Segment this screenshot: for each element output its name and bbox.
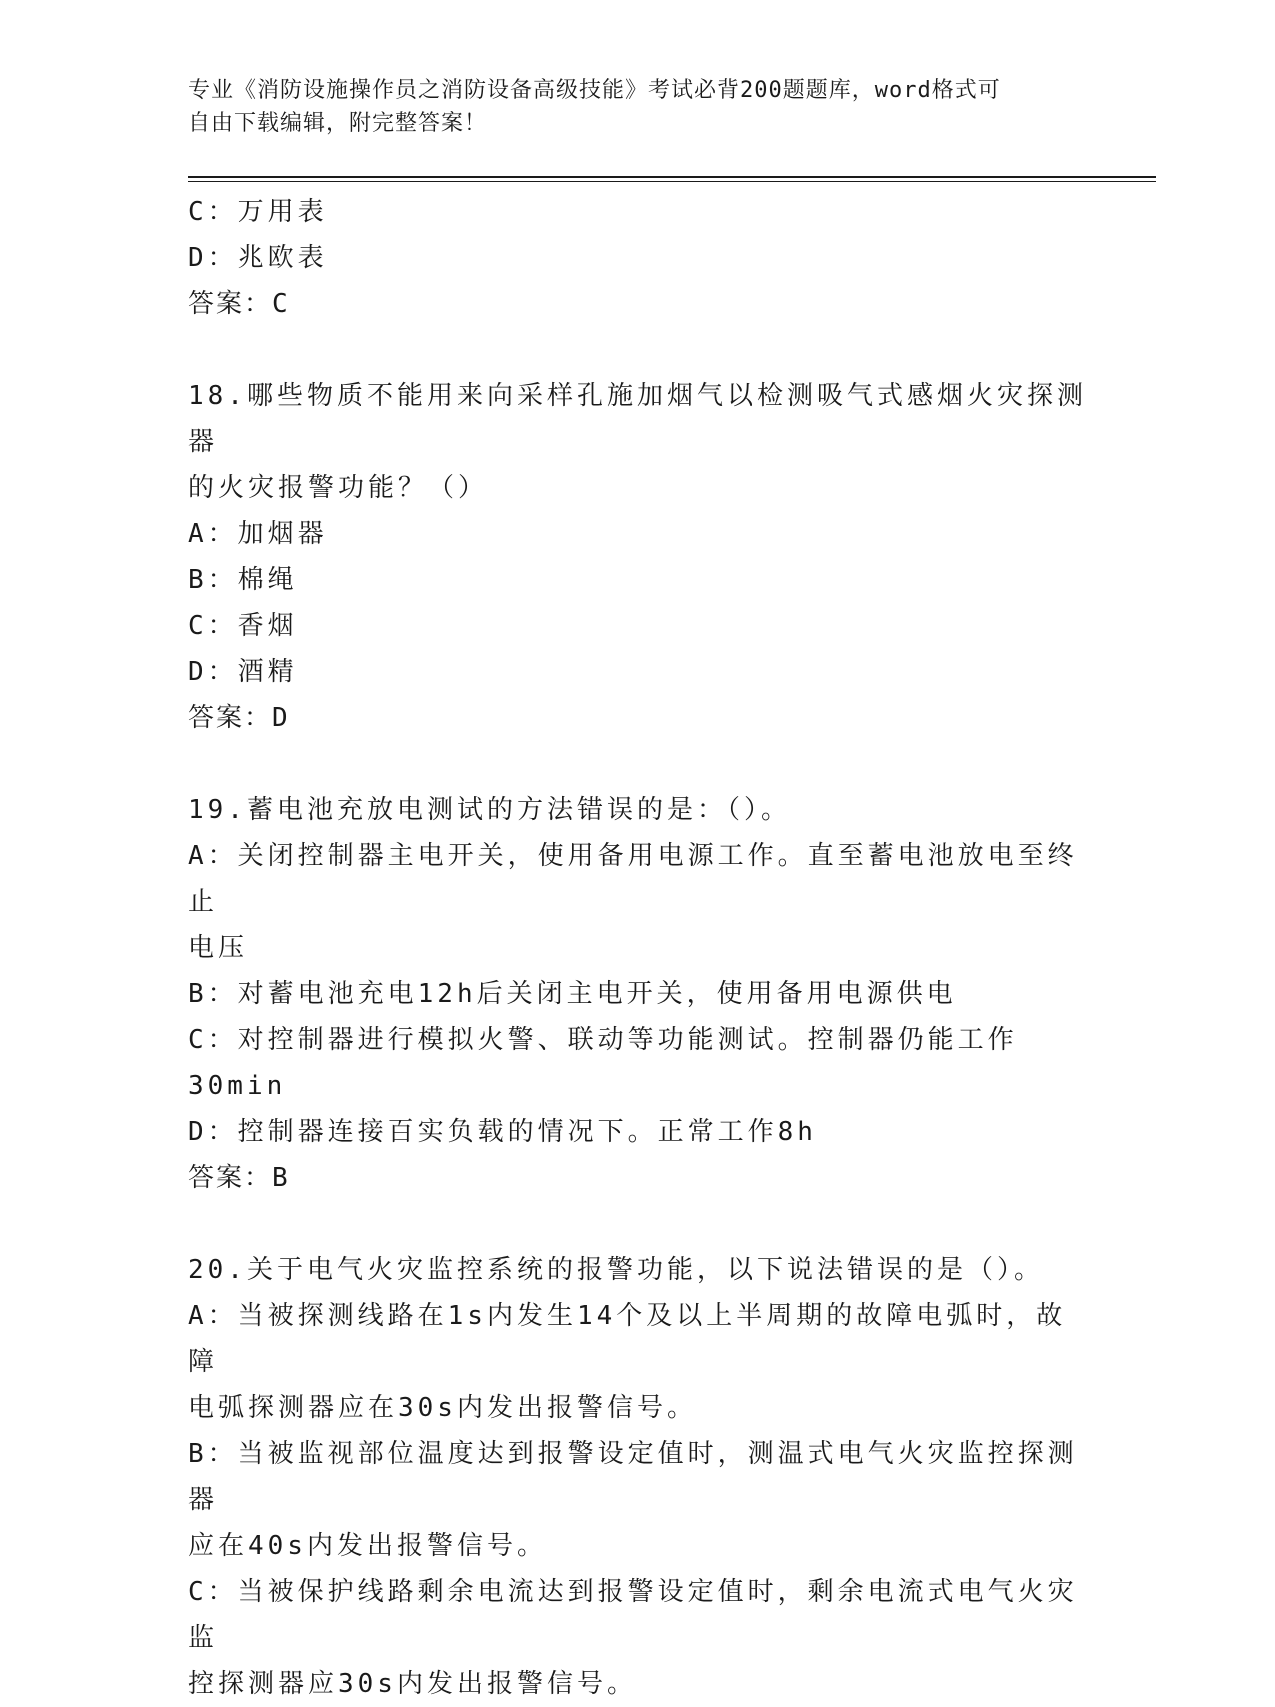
option-a-line-1: A：关闭控制器主电开关，使用备用电源工作。直至蓄电池放电至终止 (188, 841, 1078, 917)
header-divider-thick (188, 176, 1156, 178)
option-a-line-2: 电弧探测器应在30s内发出报警信号。 (188, 1393, 697, 1423)
option-b-line-1: B：当被监视部位温度达到报警设定值时，测温式电气火灾监控探测器 (188, 1439, 1078, 1515)
option-c: C：香烟 (188, 611, 298, 641)
option-c-line-1: C：当被保护线路剩余电流达到报警设定值时，剩余电流式电气火灾监 (188, 1577, 1078, 1653)
question-18 (188, 373, 1088, 741)
option-a-line-2: 电压 (188, 933, 249, 963)
option-a-line-1: A：当被探测线路在1s内发生14个及以上半周期的故障电弧时，故障 (188, 1301, 1067, 1377)
answer: 答案：C (188, 289, 290, 319)
question-19 (188, 787, 1088, 1201)
option-d: D：兆欧表 (188, 243, 328, 273)
header-line-1: 专业《消防设施操作员之消防设备高级技能》考试必背200题题库，word格式可 (188, 78, 1001, 103)
question-20 (188, 1247, 1088, 1707)
answer: 答案：B (188, 1163, 290, 1193)
spacer (188, 741, 1088, 787)
header-line-2: 自由下载编辑，附完整答案！ (188, 111, 488, 136)
document-body (188, 189, 1088, 1707)
option-c: C：对控制器进行模拟火警、联动等功能测试。控制器仍能工作30min (188, 1025, 1018, 1101)
option-c: C：万用表 (188, 197, 328, 227)
question-stem: 20.关于电气火灾监控系统的报警功能，以下说法错误的是（）。 (188, 1255, 1044, 1285)
option-d: D：酒精 (188, 657, 298, 687)
answer: 答案：D (188, 703, 290, 733)
option-a: A：加烟器 (188, 519, 328, 549)
spacer (188, 1201, 1088, 1247)
question-stem: 19.蓄电池充放电测试的方法错误的是：（）。 (188, 795, 791, 825)
question-17-tail (188, 189, 1088, 327)
option-b: B：对蓄电池充电12h后关闭主电开关，使用备用电源供电 (188, 979, 957, 1009)
question-stem-line-1: 18.哪些物质不能用来向采样孔施加烟气以检测吸气式感烟火灾探测器 (188, 381, 1087, 457)
spacer (188, 327, 1088, 373)
document-header (188, 74, 1088, 140)
option-d: D：控制器连接百实负载的情况下。正常工作8h (188, 1117, 817, 1147)
option-b: B：棉绳 (188, 565, 298, 595)
option-c-line-2: 控探测器应30s内发出报警信号。 (188, 1669, 637, 1699)
header-divider-thin (188, 181, 1156, 182)
question-stem-line-2: 的火灾报警功能？（） (188, 473, 489, 503)
option-b-line-2: 应在40s内发出报警信号。 (188, 1531, 547, 1561)
